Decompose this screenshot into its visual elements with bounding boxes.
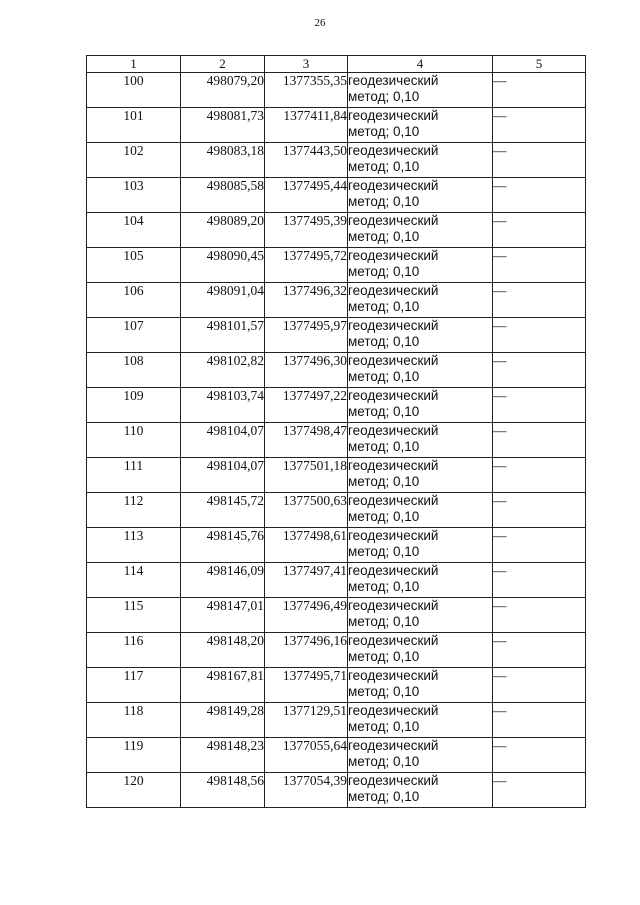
- y-coordinate-cell: 1377497,22: [265, 388, 348, 423]
- x-coordinate-cell: 498089,20: [181, 213, 265, 248]
- note-cell: —: [493, 563, 586, 598]
- y-coordinate-cell: 1377495,71: [265, 668, 348, 703]
- point-number-cell: 104: [87, 213, 181, 248]
- x-coordinate-cell: 498145,76: [181, 528, 265, 563]
- point-number-cell: 101: [87, 108, 181, 143]
- header-col-5: 5: [493, 56, 586, 73]
- table-row: [87, 458, 586, 493]
- x-coordinate-cell: 498148,23: [181, 738, 265, 773]
- note-cell: —: [493, 633, 586, 668]
- y-coordinate-cell: 1377496,16: [265, 633, 348, 668]
- point-number-cell: 113: [87, 528, 181, 563]
- table-row: [87, 318, 586, 353]
- y-coordinate-cell: 1377496,32: [265, 283, 348, 318]
- point-number-cell: 107: [87, 318, 181, 353]
- method-accuracy-cell: геодезический метод; 0,10: [348, 108, 493, 143]
- y-coordinate-cell: 1377355,35: [265, 73, 348, 108]
- note-cell: —: [493, 318, 586, 353]
- x-coordinate-cell: 498167,81: [181, 668, 265, 703]
- method-accuracy-cell: геодезический метод; 0,10: [348, 598, 493, 633]
- table-row: [87, 283, 586, 318]
- y-coordinate-cell: 1377495,72: [265, 248, 348, 283]
- point-number-cell: 102: [87, 143, 181, 178]
- table-row: [87, 598, 586, 633]
- point-number-cell: 120: [87, 773, 181, 808]
- point-number-cell: 103: [87, 178, 181, 213]
- y-coordinate-cell: 1377500,63: [265, 493, 348, 528]
- note-cell: —: [493, 493, 586, 528]
- note-cell: —: [493, 213, 586, 248]
- table-row: [87, 423, 586, 458]
- table-row: [87, 143, 586, 178]
- method-accuracy-cell: геодезический метод; 0,10: [348, 423, 493, 458]
- header-col-1: 1: [87, 56, 181, 73]
- y-coordinate-cell: 1377496,49: [265, 598, 348, 633]
- coordinates-table: [86, 55, 586, 808]
- y-coordinate-cell: 1377129,51: [265, 703, 348, 738]
- y-coordinate-cell: 1377055,64: [265, 738, 348, 773]
- note-cell: —: [493, 773, 586, 808]
- table-row: [87, 178, 586, 213]
- method-accuracy-cell: геодезический метод; 0,10: [348, 738, 493, 773]
- table-row: [87, 353, 586, 388]
- note-cell: —: [493, 423, 586, 458]
- method-accuracy-cell: геодезический метод; 0,10: [348, 73, 493, 108]
- table-row: [87, 213, 586, 248]
- point-number-cell: 110: [87, 423, 181, 458]
- x-coordinate-cell: 498147,01: [181, 598, 265, 633]
- note-cell: —: [493, 703, 586, 738]
- note-cell: —: [493, 283, 586, 318]
- y-coordinate-cell: 1377498,61: [265, 528, 348, 563]
- x-coordinate-cell: 498148,56: [181, 773, 265, 808]
- note-cell: —: [493, 388, 586, 423]
- y-coordinate-cell: 1377498,47: [265, 423, 348, 458]
- method-accuracy-cell: геодезический метод; 0,10: [348, 668, 493, 703]
- table-row: [87, 528, 586, 563]
- method-accuracy-cell: геодезический метод; 0,10: [348, 773, 493, 808]
- table-row: [87, 668, 586, 703]
- note-cell: —: [493, 353, 586, 388]
- x-coordinate-cell: 498149,28: [181, 703, 265, 738]
- y-coordinate-cell: 1377496,30: [265, 353, 348, 388]
- note-cell: —: [493, 598, 586, 633]
- x-coordinate-cell: 498081,73: [181, 108, 265, 143]
- method-accuracy-cell: геодезический метод; 0,10: [348, 633, 493, 668]
- header-col-2: 2: [181, 56, 265, 73]
- method-accuracy-cell: геодезический метод; 0,10: [348, 493, 493, 528]
- x-coordinate-cell: 498102,82: [181, 353, 265, 388]
- method-accuracy-cell: геодезический метод; 0,10: [348, 563, 493, 598]
- y-coordinate-cell: 1377495,44: [265, 178, 348, 213]
- point-number-cell: 117: [87, 668, 181, 703]
- method-accuracy-cell: геодезический метод; 0,10: [348, 528, 493, 563]
- point-number-cell: 115: [87, 598, 181, 633]
- note-cell: —: [493, 528, 586, 563]
- y-coordinate-cell: 1377495,39: [265, 213, 348, 248]
- note-cell: —: [493, 458, 586, 493]
- method-accuracy-cell: геодезический метод; 0,10: [348, 283, 493, 318]
- x-coordinate-cell: 498083,18: [181, 143, 265, 178]
- point-number-cell: 119: [87, 738, 181, 773]
- y-coordinate-cell: 1377443,50: [265, 143, 348, 178]
- table-row: [87, 563, 586, 598]
- method-accuracy-cell: геодезический метод; 0,10: [348, 703, 493, 738]
- table-row: [87, 738, 586, 773]
- note-cell: —: [493, 738, 586, 773]
- y-coordinate-cell: 1377501,18: [265, 458, 348, 493]
- note-cell: —: [493, 108, 586, 143]
- x-coordinate-cell: 498103,74: [181, 388, 265, 423]
- x-coordinate-cell: 498090,45: [181, 248, 265, 283]
- x-coordinate-cell: 498104,07: [181, 423, 265, 458]
- point-number-cell: 116: [87, 633, 181, 668]
- x-coordinate-cell: 498145,72: [181, 493, 265, 528]
- note-cell: —: [493, 668, 586, 703]
- method-accuracy-cell: геодезический метод; 0,10: [348, 353, 493, 388]
- table-row: [87, 388, 586, 423]
- table-row: [87, 773, 586, 808]
- y-coordinate-cell: 1377411,84: [265, 108, 348, 143]
- y-coordinate-cell: 1377497,41: [265, 563, 348, 598]
- table-row: [87, 703, 586, 738]
- note-cell: —: [493, 248, 586, 283]
- header-col-4: 4: [348, 56, 493, 73]
- header-col-3: 3: [265, 56, 348, 73]
- table-row: [87, 108, 586, 143]
- y-coordinate-cell: 1377054,39: [265, 773, 348, 808]
- table-row: [87, 493, 586, 528]
- y-coordinate-cell: 1377495,97: [265, 318, 348, 353]
- point-number-cell: 108: [87, 353, 181, 388]
- table-row: [87, 248, 586, 283]
- method-accuracy-cell: геодезический метод; 0,10: [348, 213, 493, 248]
- x-coordinate-cell: 498148,20: [181, 633, 265, 668]
- method-accuracy-cell: геодезический метод; 0,10: [348, 248, 493, 283]
- point-number-cell: 118: [87, 703, 181, 738]
- point-number-cell: 111: [87, 458, 181, 493]
- method-accuracy-cell: геодезический метод; 0,10: [348, 318, 493, 353]
- point-number-cell: 106: [87, 283, 181, 318]
- method-accuracy-cell: геодезический метод; 0,10: [348, 458, 493, 493]
- x-coordinate-cell: 498146,09: [181, 563, 265, 598]
- page-number: 26: [314, 17, 326, 29]
- point-number-cell: 109: [87, 388, 181, 423]
- point-number-cell: 114: [87, 563, 181, 598]
- x-coordinate-cell: 498085,58: [181, 178, 265, 213]
- x-coordinate-cell: 498104,07: [181, 458, 265, 493]
- method-accuracy-cell: геодезический метод; 0,10: [348, 143, 493, 178]
- table-row: [87, 73, 586, 108]
- note-cell: —: [493, 178, 586, 213]
- method-accuracy-cell: геодезический метод; 0,10: [348, 178, 493, 213]
- point-number-cell: 112: [87, 493, 181, 528]
- table-row: [87, 633, 586, 668]
- note-cell: —: [493, 73, 586, 108]
- x-coordinate-cell: 498091,04: [181, 283, 265, 318]
- method-accuracy-cell: геодезический метод; 0,10: [348, 388, 493, 423]
- note-cell: —: [493, 143, 586, 178]
- point-number-cell: 105: [87, 248, 181, 283]
- x-coordinate-cell: 498079,20: [181, 73, 265, 108]
- table-header-row: [87, 56, 586, 73]
- x-coordinate-cell: 498101,57: [181, 318, 265, 353]
- point-number-cell: 100: [87, 73, 181, 108]
